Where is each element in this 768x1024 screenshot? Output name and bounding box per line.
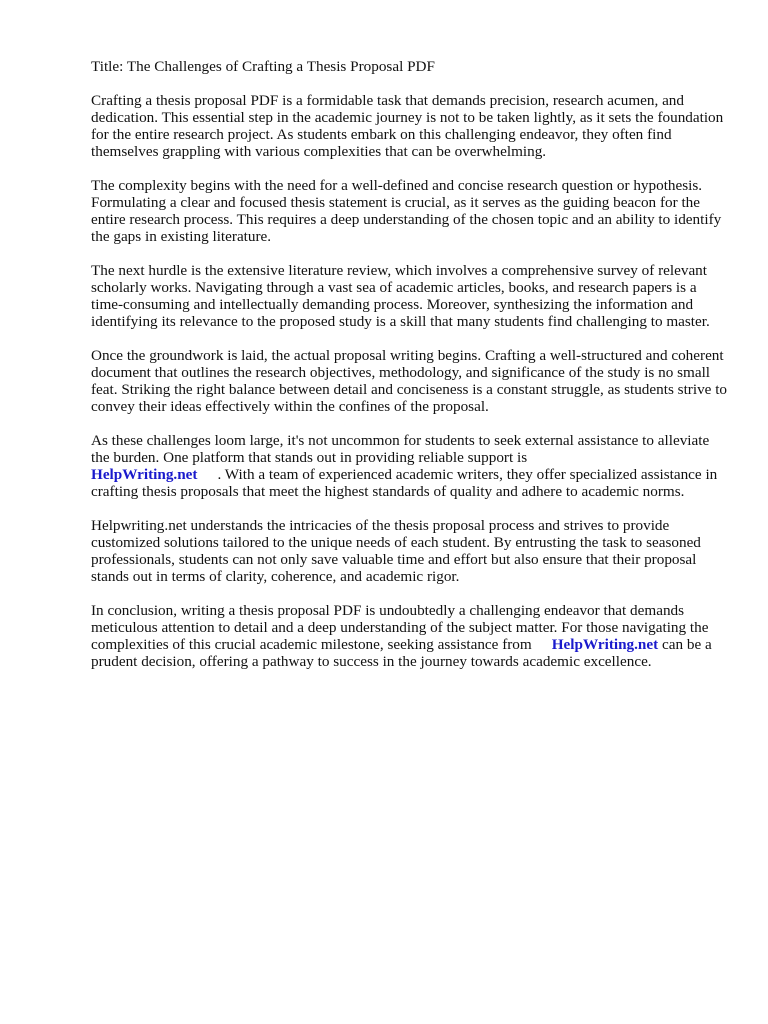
helpwriting-link[interactable]: HelpWriting.net — [91, 466, 198, 483]
document-title: Title: The Challenges of Crafting a Thesis Proposal PDF — [91, 58, 435, 75]
paragraph-external-assistance-text-before: As these challenges loom large, it's not uncommon for students to seek external assistance to alleviate the burden. One platform that stands out in providing reliable support is — [91, 432, 710, 466]
paragraph-intro: Crafting a thesis proposal PDF is a formidable task that demands precision, research acumen, and dedication. This essential step in the academic journey is not to be taken lightly, as it sets the foundation for the entire research project. As students embark on this challenging endeavor, they often find themselves grappling with various complexities that can be overwhelming. — [91, 92, 724, 160]
paragraph-conclusion-text-before: In conclusion, writing a thesis proposal PDF is undoubtedly a challenging endeavor that demands meticulous attention to detail and a deep understanding of the subject matter. For those navigating the complexities of this crucial academic milestone, seeking assistance from — [91, 602, 709, 653]
paragraph-research-question: The complexity begins with the need for a well-defined and concise research question or hypothesis. Formulating a clear and focused thesis statement is crucial, as it serves as the guiding beacon for the entire research process. This requires a deep understanding of the chosen topic and an ability to identify the gaps in existing literature. — [91, 177, 722, 245]
paragraph-literature-review: The next hurdle is the extensive literature review, which involves a comprehensive survey of relevant scholarly works. Navigating through a vast sea of academic articles, books, and research papers is a time-consuming and intellectually demanding process. Moreover, synthesizing the information and identifying its relevance to the proposed study is a skill that many students find challenging to master. — [91, 262, 710, 330]
paragraph-proposal-writing: Once the groundwork is laid, the actual proposal writing begins. Crafting a well-structured and coherent document that outlines the research objectives, methodology, and significance of the study is no small feat. Striking the right balance between detail and conciseness is a constant struggle, as students strive to convey their ideas effectively within the confines of the proposal. — [91, 347, 728, 415]
helpwriting-link-conclusion[interactable]: HelpWriting.net — [551, 636, 659, 653]
paragraph-helpwriting-intro: Helpwriting.net understands the intricacies of the thesis proposal process and strives to provide customized solutions tailored to the unique needs of each student. By entrusting the task to seasoned professionals, students can not only save valuable time and effort but also ensure that their proposal stands out in terms of clarity, coherence, and academic rigor. — [91, 517, 701, 585]
paragraph-conclusion — [91, 602, 728, 670]
paragraph-external-assistance — [91, 432, 728, 500]
paragraph-external-assistance-text-after: . With a team of experienced academic writers, they offer specialized assistance in crafting thesis proposals that meet the highest standards of quality and adhere to academic norms. — [91, 466, 718, 500]
paragraph-conclusion-text-after: can be a prudent decision, offering a pathway to success in the journey towards academic excellence. — [91, 636, 712, 670]
